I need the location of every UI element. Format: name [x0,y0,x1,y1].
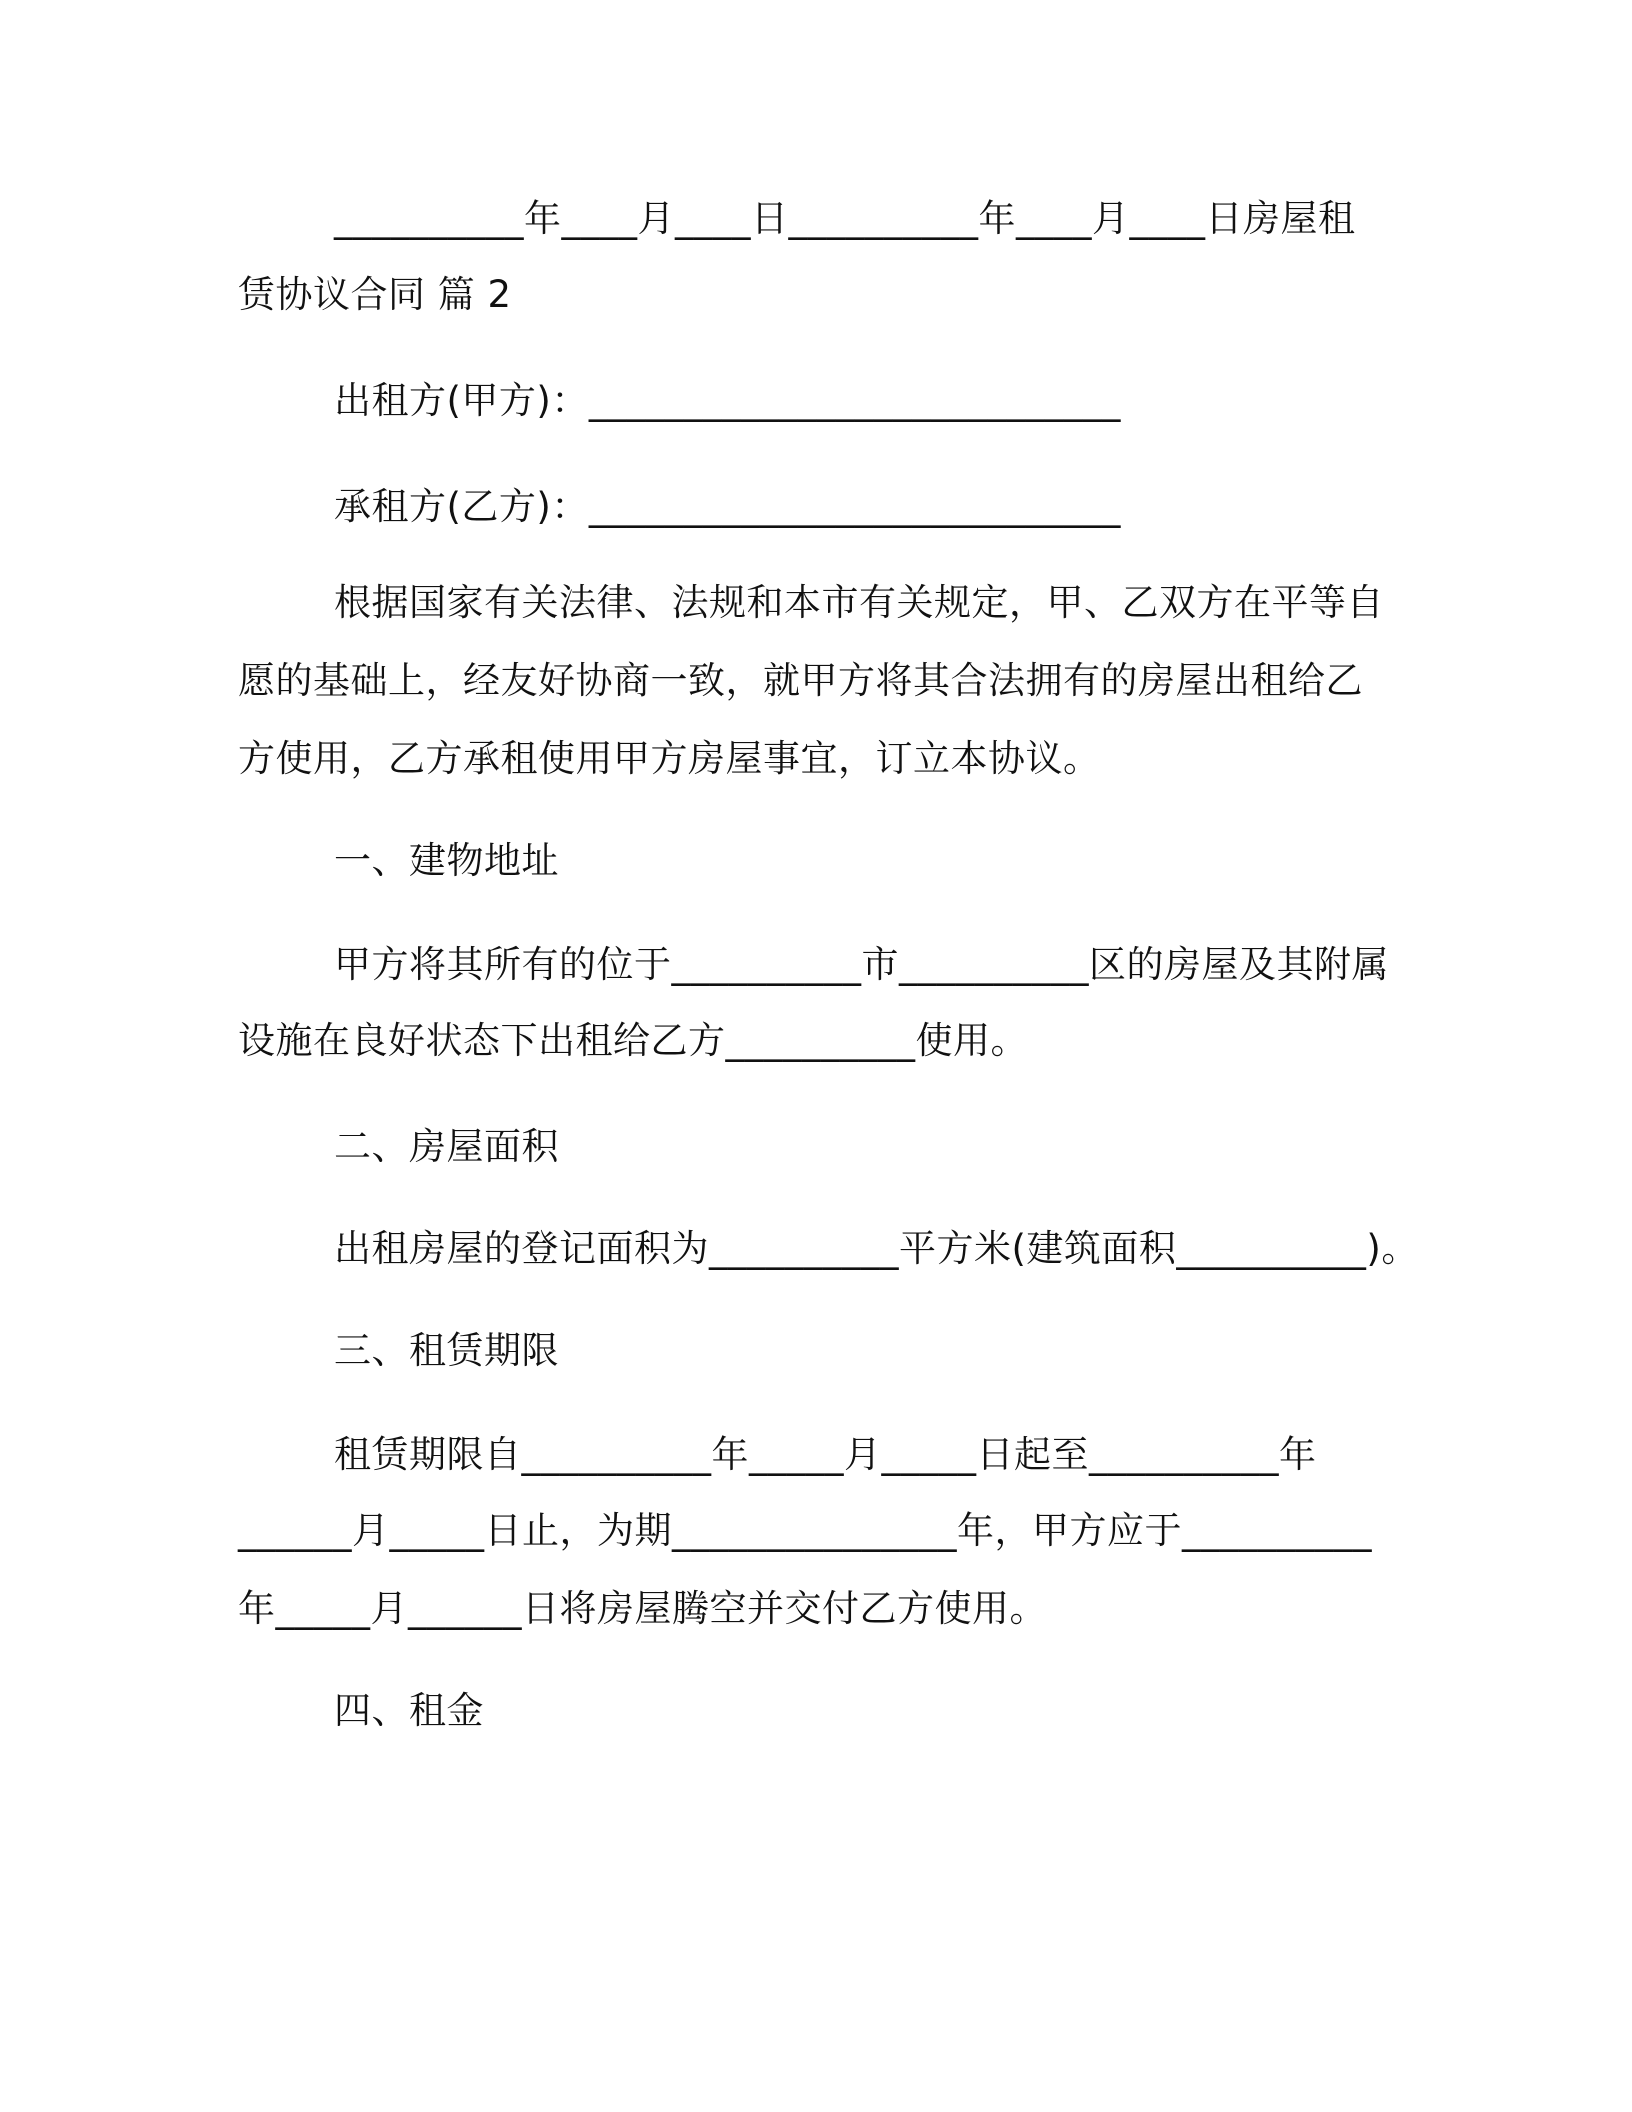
section-1-line-2: 设施在良好状态下出租给乙方__________使用。 [238,1019,1028,1062]
preamble-line-2: 愿的基础上，经友好协商一致，就甲方将其合法拥有的房屋出租给乙 [238,659,1363,702]
preamble-line-3: 方使用，乙方承租使用甲方房屋事宜，订立本协议。 [238,737,1101,780]
section-4-heading: 四、租金 [334,1689,484,1732]
lessor-line: 出租方(甲方)：____________________________ [334,379,1121,422]
lessee-line: 承租方(乙方)：____________________________ [334,485,1121,528]
section-1-heading: 一、建物地址 [334,839,559,882]
section-2-heading: 二、房屋面积 [334,1125,559,1168]
preamble-line-1: 根据国家有关法律、法规和本市有关规定，甲、乙双方在平等自 [334,581,1384,624]
section-3-heading: 三、租赁期限 [334,1329,559,1372]
section-3-line-3: 年_____月______日将房屋腾空并交付乙方使用。 [238,1587,1047,1630]
date-line-2: 赁协议合同 篇 2 [238,273,512,316]
section-3-line-1: 租赁期限自__________年_____月_____日起至__________年 [334,1433,1317,1476]
date-line-1: __________年____月____日__________年____月____日房屋租 [334,197,1356,240]
section-2-line-1: 出租房屋的登记面积为__________平方米(建筑面积__________)。 [334,1227,1419,1270]
section-3-line-2: ______月_____日止，为期_______________年，甲方应于__________ [238,1509,1372,1552]
section-1-line-1: 甲方将其所有的位于__________市__________区的房屋及其附属 [334,943,1389,986]
